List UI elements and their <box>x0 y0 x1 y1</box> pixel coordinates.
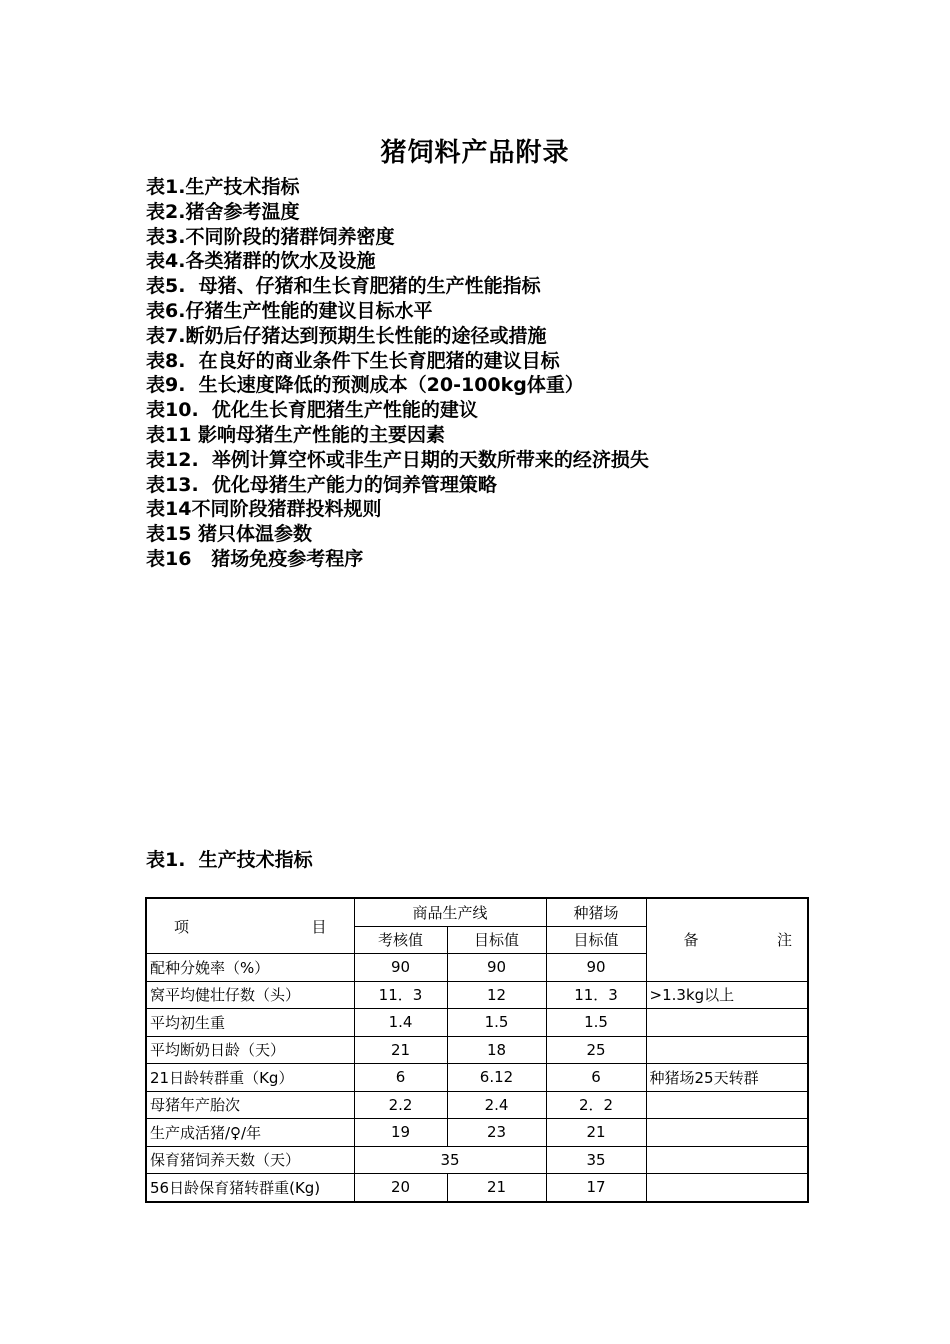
row-breeding: 35 <box>546 1146 646 1174</box>
row-target: 2.4 <box>447 1091 546 1119</box>
header-item <box>146 898 354 954</box>
toc-item: 表6.仔猪生产性能的建议目标水平 <box>146 299 433 322</box>
row-breeding: 11．3 <box>546 981 646 1009</box>
row-assess: 20 <box>354 1174 447 1202</box>
row-note <box>646 1146 808 1174</box>
row-breeding: 25 <box>546 1036 646 1064</box>
toc-item: 表7.断奶后仔猪达到预期生长性能的途径或措施 <box>146 324 547 347</box>
table-of-contents <box>146 175 649 572</box>
row-note <box>646 1174 808 1202</box>
row-note <box>646 1119 808 1147</box>
row-note <box>646 1009 808 1037</box>
header-note <box>646 898 808 981</box>
production-indicators-table <box>145 897 809 1203</box>
row-breeding: 2．2 <box>546 1091 646 1119</box>
table-row <box>146 1119 808 1147</box>
toc-item: 表11 影响母猪生产性能的主要因素 <box>146 423 446 446</box>
row-note: >1.3kg以上 <box>646 981 808 1009</box>
header-breeding-target: 目标值 <box>546 926 646 954</box>
table-row <box>146 1146 808 1174</box>
row-note <box>646 1091 808 1119</box>
table-row <box>146 1036 808 1064</box>
header-commercial: 商品生产线 <box>354 898 546 926</box>
table-row <box>146 1091 808 1119</box>
row-item: 窝平均健壮仔数（头） <box>146 981 354 1009</box>
row-target: 90 <box>447 954 546 982</box>
header-target: 目标值 <box>447 926 546 954</box>
row-note: 种猪场25天转群 <box>646 1064 808 1092</box>
row-breeding: 6 <box>546 1064 646 1092</box>
row-target: 21 <box>447 1174 546 1202</box>
header-note-right: 注 <box>777 931 793 950</box>
table-row <box>146 1064 808 1092</box>
row-item: 平均初生重 <box>146 1009 354 1037</box>
table-header-row <box>146 898 808 926</box>
toc-item: 表5. 母猪、仔猪和生长育肥猪的生产性能指标 <box>146 275 541 298</box>
row-assess: 19 <box>354 1119 447 1147</box>
header-assess: 考核值 <box>354 926 447 954</box>
table-row <box>146 1009 808 1037</box>
toc-item: 表2.猪舍参考温度 <box>146 200 300 223</box>
toc-item: 表9. 生长速度降低的预测成本（20-100kg体重） <box>146 374 584 397</box>
row-target: 12 <box>447 981 546 1009</box>
row-assess: 6 <box>354 1064 447 1092</box>
section-heading: 表1. 生产技术指标 <box>146 849 313 871</box>
row-item: 母猪年产胎次 <box>146 1091 354 1119</box>
toc-item: 表15 猪只体温参数 <box>146 523 313 546</box>
toc-item: 表12. 举例计算空怀或非生产日期的天数所带来的经济损失 <box>146 448 649 471</box>
table-row <box>146 1174 808 1202</box>
toc-item: 表4.各类猪群的饮水及设施 <box>146 250 376 273</box>
row-breeding: 1.5 <box>546 1009 646 1037</box>
document-title: 猪饲料产品附录 <box>380 138 570 168</box>
row-item: 平均断奶日龄（天） <box>146 1036 354 1064</box>
row-assess: 21 <box>354 1036 447 1064</box>
toc-item: 表13. 优化母猪生产能力的饲养管理策略 <box>146 473 497 496</box>
row-breeding: 17 <box>546 1174 646 1202</box>
row-assess: 2.2 <box>354 1091 447 1119</box>
row-item: 生产成活猪/♀/年 <box>146 1119 354 1147</box>
toc-item: 表3.不同阶段的猪群饲养密度 <box>146 225 395 248</box>
row-target: 23 <box>447 1119 546 1147</box>
toc-item: 表1.生产技术指标 <box>146 176 300 198</box>
row-note <box>646 1036 808 1064</box>
header-item-left: 项 <box>174 917 190 936</box>
toc-item: 表14不同阶段猪群投料规则 <box>146 498 382 521</box>
header-note-left: 备 <box>683 931 699 950</box>
row-target: 1.5 <box>447 1009 546 1037</box>
row-target: 6.12 <box>447 1064 546 1092</box>
header-breeding: 种猪场 <box>546 898 646 926</box>
toc-item: 表10. 优化生长育肥猪生产性能的建议 <box>146 399 478 422</box>
row-breeding: 21 <box>546 1119 646 1147</box>
toc-item: 表8. 在良好的商业条件下生长育肥猪的建议目标 <box>146 349 560 372</box>
row-assess: 11．3 <box>354 981 447 1009</box>
toc-item: 表16 猪场免疫参考程序 <box>146 547 364 570</box>
row-assess: 90 <box>354 954 447 982</box>
row-merged-value: 35 <box>354 1146 546 1174</box>
row-target: 18 <box>447 1036 546 1064</box>
row-breeding: 90 <box>546 954 646 982</box>
table-row <box>146 981 808 1009</box>
row-item: 56日龄保育猪转群重(Kg) <box>146 1174 354 1202</box>
row-item: 21日龄转群重（Kg） <box>146 1064 354 1092</box>
header-item-right: 目 <box>311 917 327 936</box>
row-item: 配种分娩率（%） <box>146 954 354 982</box>
row-item: 保育猪饲养天数（天） <box>146 1146 354 1174</box>
row-assess: 1.4 <box>354 1009 447 1037</box>
